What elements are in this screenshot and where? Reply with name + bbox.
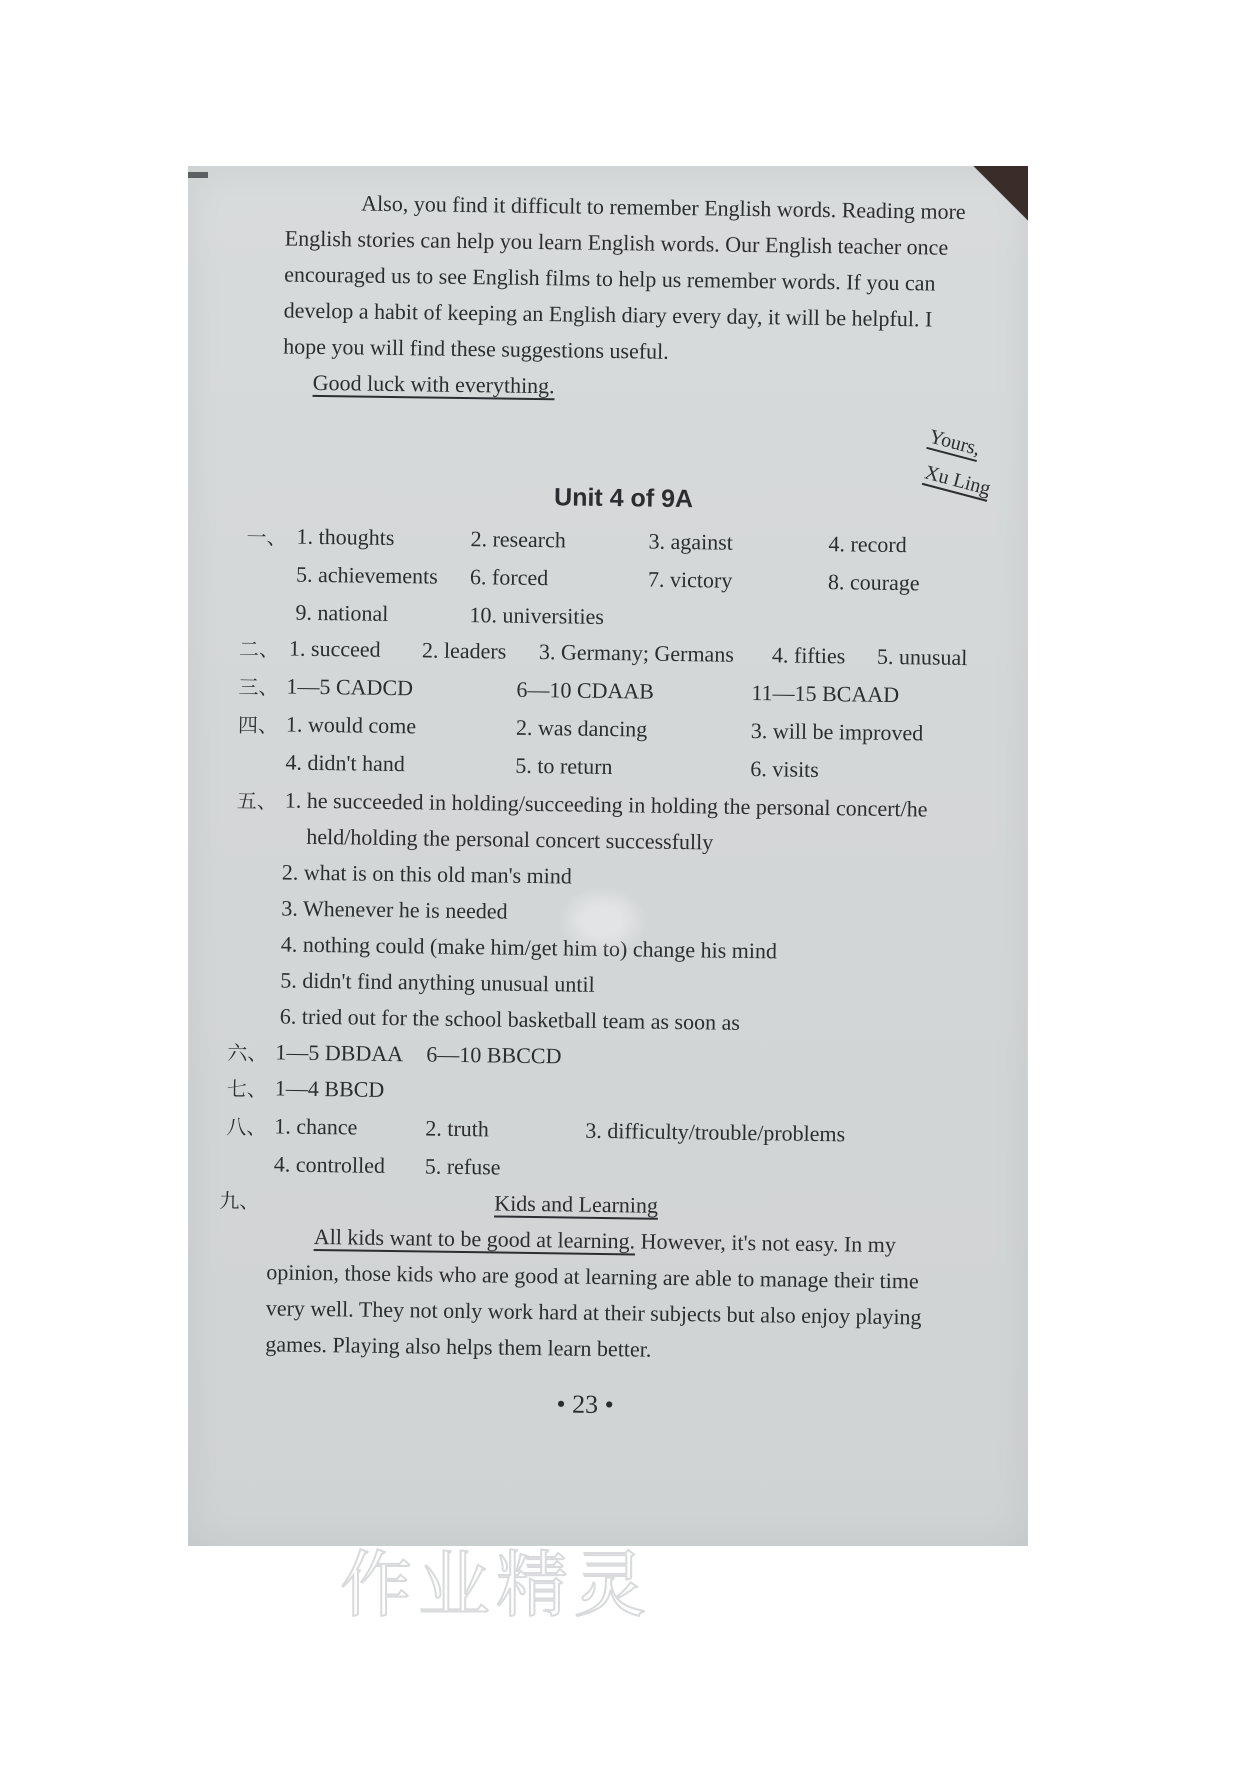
answer-item: 4. record <box>828 531 907 558</box>
answer-line: 5. didn't find anything unusual until <box>280 967 595 997</box>
essay-line: opinion, those kids who are good at learning are able to manage their time <box>266 1259 919 1294</box>
answer-item: 4. didn't hand <box>285 749 406 777</box>
answer-item: 1—4 BBCD <box>274 1075 385 1102</box>
answer-line: 1. he succeeded in holding/succeeding in holding the personal concert/he <box>284 787 928 822</box>
answer-item: 7. victory <box>647 566 733 593</box>
essay-topic-sentence: All kids want to be good at learning. <box>313 1223 636 1254</box>
answer-item: 3. will be improved <box>750 718 924 746</box>
section-label: 七、 <box>226 1076 268 1102</box>
answer-item: 4. fifties <box>771 642 846 669</box>
sign-off: Yours, <box>926 425 983 461</box>
answer-item: 11—15 BCAAD <box>751 680 900 708</box>
letter-line: hope you will find these suggestions useful. <box>283 333 669 364</box>
answer-item: 9. national <box>295 599 389 626</box>
answer-line: 3. Whenever he is needed <box>281 895 508 924</box>
svg-text:作业精灵: 作业精灵 <box>340 1543 653 1627</box>
answer-item: 6—10 CDAAB <box>516 676 655 704</box>
essay-title: Kids and Learning <box>494 1190 659 1218</box>
section-label: 六、 <box>227 1040 268 1066</box>
section-label: 二、 <box>238 636 280 662</box>
answer-line: 2. what is on this old man's mind <box>281 859 573 889</box>
section-label: 一、 <box>246 524 287 550</box>
answer-item: 3. difficulty/trouble/problems <box>585 1117 846 1147</box>
answer-item: 1. succeed <box>288 635 381 662</box>
answer-item: 6. forced <box>469 564 549 591</box>
section-label: 三、 <box>238 674 279 700</box>
unit-title: Unit 4 of 9A <box>553 483 694 514</box>
watermark-stamp <box>558 886 648 956</box>
letter-closing: Good luck with everything. <box>312 369 555 399</box>
answer-item: 5. achievements <box>295 561 438 589</box>
answer-item: 5. to return <box>515 752 613 780</box>
answer-item: 5. refuse <box>424 1153 501 1180</box>
answer-item: 2. research <box>470 526 567 553</box>
answer-line: held/holding the personal concert successfully <box>306 823 714 855</box>
answer-item: 6—10 BBCCD <box>426 1041 562 1069</box>
answer-item: 1—5 CADCD <box>286 673 414 701</box>
page-content <box>188 166 1028 1546</box>
section-label: 八、 <box>226 1114 267 1140</box>
letter-line: encouraged us to see English films to help us remember words. If you can <box>284 261 936 296</box>
answer-line: 4. nothing could (make him/get him to) change his mind <box>280 931 778 964</box>
essay-line: games. Playing also helps them learn better. <box>265 1331 652 1362</box>
answer-item: 1. thoughts <box>296 523 395 551</box>
answer-line: 6. tried out for the school basketball team as soon as <box>279 1003 741 1035</box>
answer-item: 2. was dancing <box>515 714 648 742</box>
answer-item: 1—5 DBDAA <box>275 1039 404 1067</box>
answer-item: 5. unusual <box>876 643 968 671</box>
answer-item: 3. Germany; Germans <box>538 639 735 667</box>
answer-item: 8. courage <box>827 569 920 596</box>
answer-item: 3. against <box>648 528 734 555</box>
letter-line: Also, you find it difficult to remember English words. Reading more <box>361 190 966 224</box>
letter-line: English stories can help you learn English words. Our English teacher once <box>284 225 949 260</box>
watermark-logo <box>340 1538 660 1628</box>
section-label: 四、 <box>237 712 279 738</box>
answer-item: 1. would come <box>285 711 417 739</box>
essay-line <box>313 1223 897 1258</box>
essay-text: However, it's not easy. In my <box>634 1228 897 1258</box>
section-label: 五、 <box>236 788 278 814</box>
answer-item: 4. controlled <box>273 1151 386 1178</box>
page-photo <box>188 166 1028 1546</box>
essay-line: very well. They not only work hard at their subjects but also enjoy playing <box>265 1295 922 1330</box>
letter-line: develop a habit of keeping an English diary every day, it will be helpful. I <box>283 297 933 332</box>
signature: Xu Ling <box>922 461 993 500</box>
answer-item: 2. truth <box>425 1115 490 1142</box>
answer-item: 1. chance <box>274 1113 358 1140</box>
page-number: • 23 • <box>556 1389 614 1420</box>
answer-item: 6. visits <box>750 756 820 782</box>
answer-item: 10. universities <box>469 602 605 629</box>
section-label: 九、 <box>219 1188 260 1214</box>
answer-item: 2. leaders <box>421 637 507 664</box>
